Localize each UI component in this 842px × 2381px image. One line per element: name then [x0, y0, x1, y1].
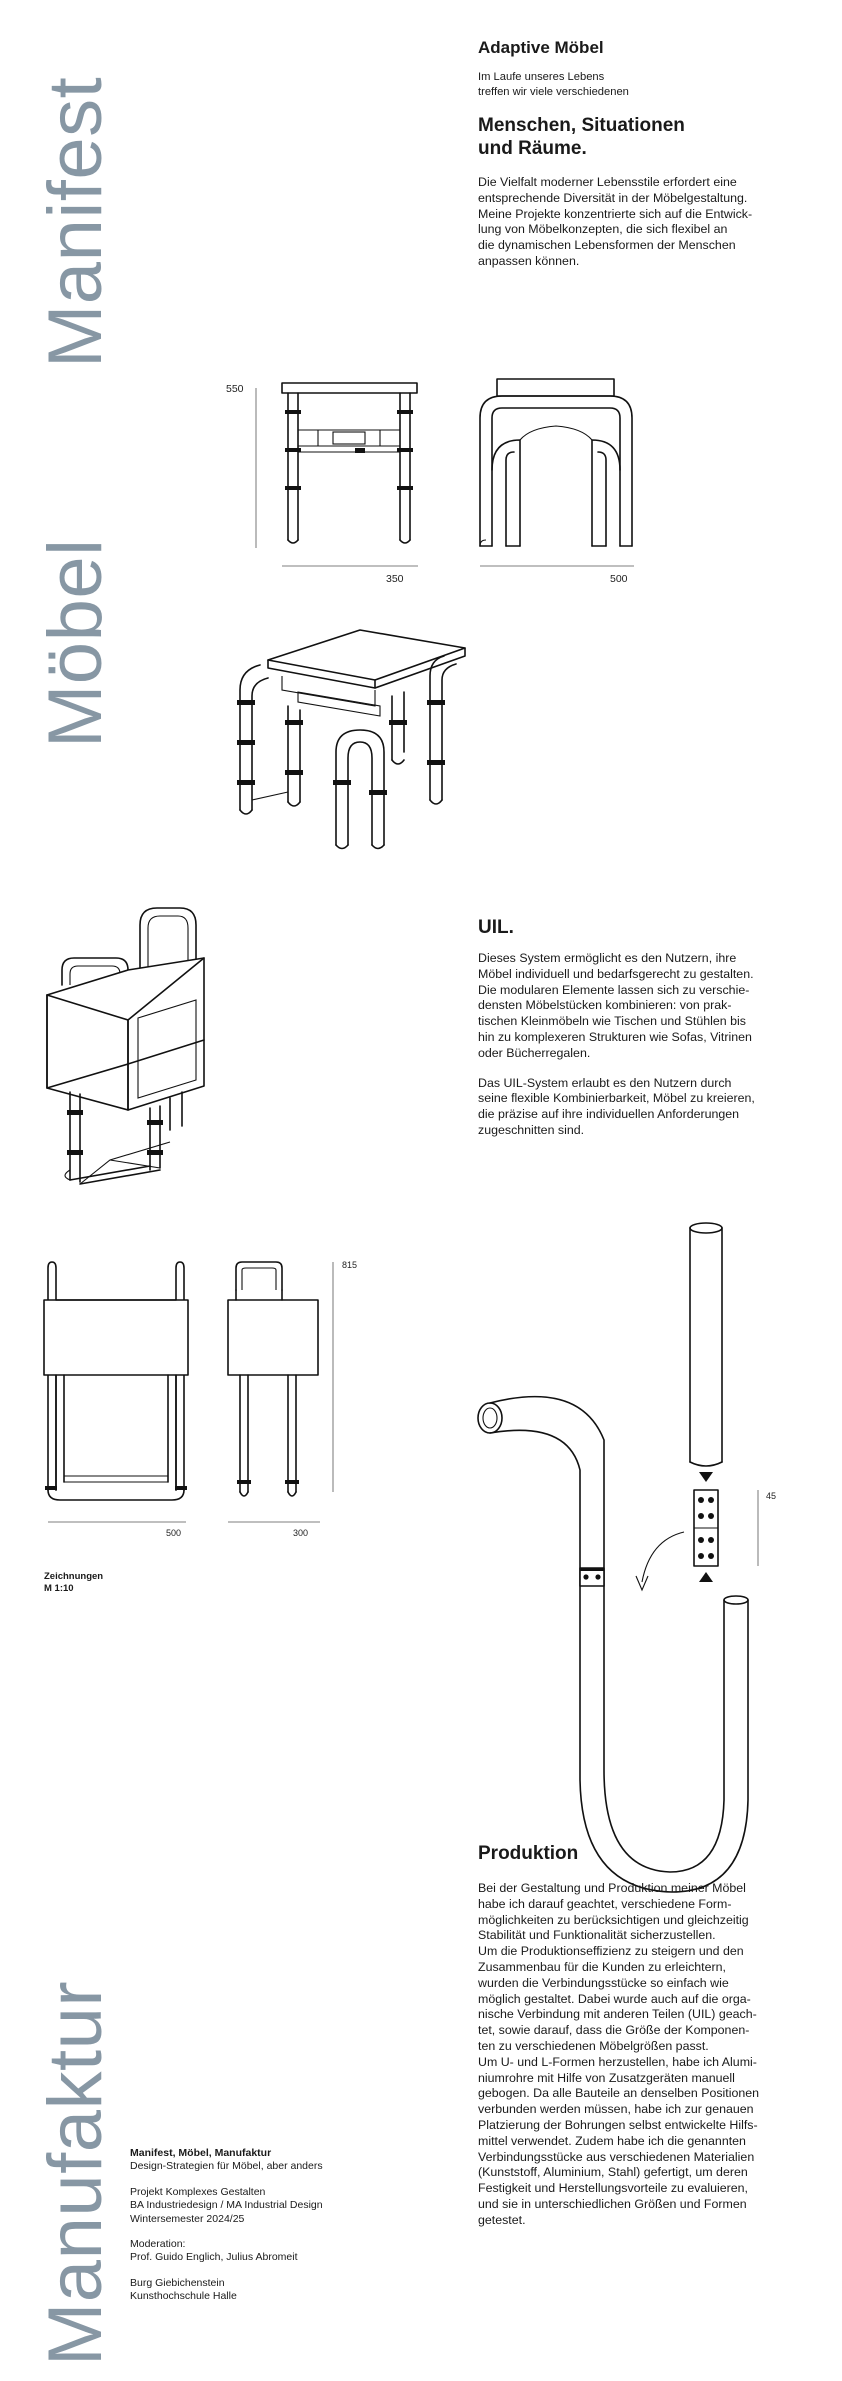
uil-title: UIL.	[478, 917, 514, 938]
section-produktion	[478, 1843, 818, 2229]
drawings-note: Zeichnungen M 1:10	[44, 1571, 104, 1594]
arrow-down-icon	[699, 1472, 713, 1482]
bent-tube	[478, 1397, 748, 1892]
section-subtitle: Menschen, Situationen und Räume.	[478, 115, 685, 159]
dim-height-2: 815	[342, 1260, 358, 1270]
upper-tube	[690, 1223, 722, 1466]
uil-para2: Das UIL-System erlaubt es den Nutzern durch seine flexible Kombinierbarkeit, Möbel zu kreieren, die präzise auf ihre individuellen Anforderungen zugeschnitten sind.	[478, 1075, 755, 1137]
vertical-title-manufaktur: Manufaktur	[33, 1980, 118, 2366]
section-title: Adaptive Möbel	[478, 38, 604, 57]
dim-side-width-2: 300	[293, 1528, 309, 1538]
dim-front-width-1: 350	[386, 573, 404, 585]
section-body: Die Vielfalt moderner Lebensstile erfordert eine entsprechende Diversität in der Möbelgestaltung. Meine Projekte konzentrierte sich auf die Entwick- lung von Möbelkonzepten, die sich flexibel an die dynamischen Lebensformen der Menschen anpassen können.	[478, 175, 753, 268]
vertical-title-manifest: Manifest	[33, 76, 118, 368]
produktion-title: Produktion	[478, 1843, 579, 1864]
assembly-arrow-icon	[642, 1532, 684, 1582]
dim-height-1: 550	[226, 383, 244, 395]
produktion-body: Bei der Gestaltung und Produktion meiner Möbel habe ich darauf geachtet, verschiedene Form- möglichkeiten zu berücksichtigen und gleichzeitig Stabilität und Funktionalität sicherzustellen. Um die Produktionseffizienz zu steigern und den Zusammenbau für die Kunden zu erleichtern, wurden die Verbindungsstücke so einfach wie möglich gestaltet. Dabei wurde auch auf die orga- nische Verbindung mit anderen Teilen (UIL) geach- tet, sowie darauf, dass die Größe der Komponen- ten zu verschiedenen Möbelgrößen passt. Um U- und L-Formen herzustellen, habe ich Alumi- niumrohre mit Hilfe von Zusatzgeräten manuell gebogen. Da alle Bauteile an denselben Positionen verbunden werden müssen, habe ich zur genauen Platzierung der Bohrungen selbst entwickelte Hilfs- mittel verwendet. Zudem habe ich die genannten Verbindungsstücke aus verschiedenen Materialien (Kunststoff, Aluminium, Stahl) gefertigt, um deren Festigkeit und Herstellungsvorteile zu evaluieren, und sie in unterschiedlichen Größen und Formen getestet.	[478, 1881, 760, 2227]
arrow-up-icon	[699, 1572, 713, 1582]
connector-piece	[694, 1490, 718, 1566]
credits-title: Manifest, Möbel, Manufaktur	[130, 2147, 272, 2159]
intro: Im Laufe unseres Lebens treffen wir viele verschiedenen	[478, 71, 629, 98]
dim-front-width-2: 500	[166, 1528, 182, 1538]
dim-connector: 45	[766, 1491, 777, 1501]
credits: Manifest, Möbel, Manufaktur Design-Strategien für Möbel, aber anders Projekt Komplexes Gestalten BA Industriedesign / MA Industrial Design Wintersemester 2024/25 Moderation: Prof. Guido Englich, Julius Abromeit Burg Giebichenstein Kunsthochschule Halle	[130, 2147, 430, 2304]
dim-side-width-1: 500	[610, 573, 628, 585]
vertical-title-moebel: Möbel	[33, 538, 118, 748]
uil-para1: Dieses System ermöglicht es den Nutzern, ihre Möbel individuell und bedarfsgerecht zu gestalten. Die modularen Elemente lassen sich zu verschie- densten Möbelstücken kombinieren: von prak- tischen Kleinmöbeln wie Tischen und Stühlen bis hin zu komplexeren Strukturen wie Sofas, Vitrinen oder Bücherregalen.	[478, 951, 754, 1060]
